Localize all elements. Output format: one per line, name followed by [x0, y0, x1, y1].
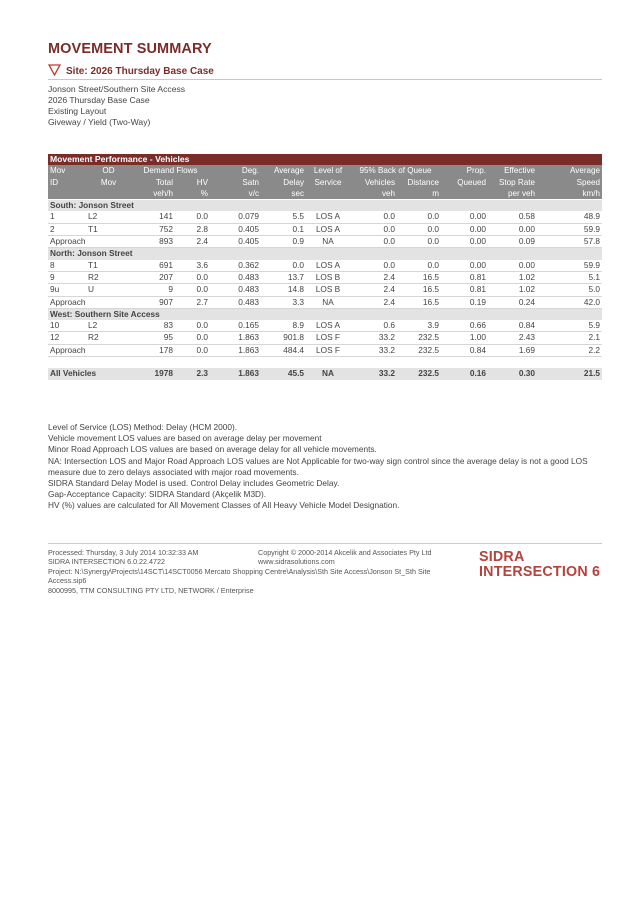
- sidra-logo: [479, 550, 600, 580]
- version-text: SIDRA INTERSECTION 6.0.22.4722: [48, 557, 166, 567]
- header-delay-2: Delay: [261, 177, 306, 188]
- table-cell: 33.2: [350, 344, 397, 356]
- table-cell: 752: [131, 223, 175, 235]
- table-cell: 1.02: [488, 284, 537, 296]
- table-cell: 0.30: [488, 368, 537, 379]
- table-cell: 2.7: [175, 296, 210, 308]
- table-cell: 33.2: [350, 332, 397, 344]
- table-cell: 0.00: [441, 236, 488, 248]
- header-deg: Deg.: [210, 165, 261, 176]
- table-cell: 9u: [48, 284, 86, 296]
- project-text: Project: N:\Synergy\Projects\14SCT\14SCT0056 Mercato Shopping Centre\Analysis\Sth Site Access\Jonson St_Sth Site Access.sip6: [48, 567, 431, 586]
- table-cell: 0.24: [488, 296, 537, 308]
- unit-eff: per veh: [488, 188, 537, 200]
- table-cell: 5.0: [537, 284, 602, 296]
- note-line: Vehicle movement LOS values are based on average delay per movement: [48, 433, 322, 444]
- triangle-icon: [48, 64, 61, 76]
- table-cell: T1: [86, 260, 131, 272]
- header-eff-2: Stop Rate: [488, 177, 537, 188]
- table-cell: 14.8: [261, 284, 306, 296]
- table-cell: 21.5: [537, 368, 602, 379]
- table-cell: 0.0: [175, 271, 210, 283]
- table-cell: 3.9: [397, 320, 441, 332]
- table-cell: 0.0: [175, 344, 210, 356]
- note-line: NA: Intersection LOS and Major Road Approach LOS values are Not Applicable for two-way sign control since the average delay is not a good LOS measure due to zero delays associated with major road movements.: [48, 455, 588, 477]
- table-cell: 2.4: [350, 296, 397, 308]
- table-cell: 2.1: [537, 332, 602, 344]
- info-line: Existing Layout: [48, 106, 107, 116]
- table-cell: 3.3: [261, 296, 306, 308]
- site-label: Site: 2026 Thursday Base Case: [66, 66, 214, 77]
- table-cell: 2.4: [350, 284, 397, 296]
- section-name: West: Southern Site Access: [48, 308, 602, 320]
- table-cell: 1.69: [488, 344, 537, 356]
- table-cell: 0.81: [441, 271, 488, 283]
- website-text: www.sidrasolutions.com: [258, 557, 335, 567]
- table-cell: 48.9: [537, 211, 602, 223]
- table-cell: 0.00: [441, 223, 488, 235]
- approach-row: [48, 296, 602, 308]
- table-cell: 2.4: [350, 271, 397, 283]
- approach-row: [48, 236, 602, 248]
- table-cell: 0.362: [210, 260, 261, 272]
- table-cell: 0.09: [488, 236, 537, 248]
- info-line: 2026 Thursday Base Case: [48, 95, 150, 105]
- table-cell: 13.7: [261, 271, 306, 283]
- table-cell: 33.2: [350, 368, 397, 379]
- approach-label: Approach: [48, 344, 131, 356]
- logo-line-1: SIDRA: [479, 549, 525, 565]
- table-cell: 0.0: [397, 236, 441, 248]
- table-cell: 0.079: [210, 211, 261, 223]
- table-cell: 0.1: [261, 223, 306, 235]
- table-cell: 0.0: [350, 260, 397, 272]
- header-deg-2: Satn: [210, 177, 261, 188]
- table-cell: 232.5: [397, 344, 441, 356]
- site-info: [48, 84, 185, 128]
- table-cell: 0.0: [175, 332, 210, 344]
- header-speed: Average: [537, 165, 602, 176]
- all-vehicles-row: [48, 368, 602, 379]
- table-cell: 0.00: [488, 260, 537, 272]
- table-cell: 0.0: [397, 260, 441, 272]
- table-cell: 0.00: [488, 223, 537, 235]
- table-cell: 9: [131, 284, 175, 296]
- table-cell: 2.8: [175, 223, 210, 235]
- table-cell: LOS F: [306, 332, 350, 344]
- table-cell: 16.5: [397, 284, 441, 296]
- table-cell: 1.863: [210, 332, 261, 344]
- header-mov-2: ID: [48, 177, 86, 188]
- table-cell: 907: [131, 296, 175, 308]
- header-distance: Distance: [397, 177, 441, 188]
- processed-text: Processed: Thursday, 3 July 2014 10:32:33 AM: [48, 548, 199, 557]
- table-row: [48, 271, 602, 283]
- table-cell: T1: [86, 223, 131, 235]
- table-cell: 141: [131, 211, 175, 223]
- table-cell: 0.0: [175, 284, 210, 296]
- table-cell: 232.5: [397, 332, 441, 344]
- table-cell: 2.2: [537, 344, 602, 356]
- note-line: Level of Service (LOS) Method: Delay (HCM 2000).: [48, 422, 238, 432]
- unit-dist: m: [397, 188, 441, 200]
- table-cell: 2: [48, 223, 86, 235]
- footer-processed: [48, 548, 253, 567]
- table-cell: NA: [306, 368, 350, 379]
- table-cell: 5.1: [537, 271, 602, 283]
- table-cell: 3.6: [175, 260, 210, 272]
- table-cell: 0.58: [488, 211, 537, 223]
- table-cell: 0.0: [350, 223, 397, 235]
- approach-label: Approach: [48, 236, 131, 248]
- unit-deg: v/c: [210, 188, 261, 200]
- header-back-of-queue: 95% Back of Queue: [350, 165, 441, 176]
- table-cell: 5.9: [537, 320, 602, 332]
- unit-total: veh/h: [131, 188, 175, 200]
- unit-delay: sec: [261, 188, 306, 200]
- copyright-text: Copyright © 2000-2014 Akcelik and Associates Pty Ltd: [258, 548, 432, 557]
- table-cell: 0.483: [210, 284, 261, 296]
- header-prop-2: Queued: [441, 177, 488, 188]
- table-cell: 0.483: [210, 271, 261, 283]
- table-cell: L2: [86, 211, 131, 223]
- table-cell: 0.483: [210, 296, 261, 308]
- header-eff: Effective: [488, 165, 537, 176]
- section-row: [48, 308, 602, 320]
- table-cell: L2: [86, 320, 131, 332]
- table-row: [48, 332, 602, 344]
- table-cell: 0.0: [261, 260, 306, 272]
- table-cell: 0.84: [488, 320, 537, 332]
- note-line: Gap-Acceptance Capacity: SIDRA Standard (Akçelik M3D).: [48, 489, 267, 500]
- logo-line-2: INTERSECTION 6: [479, 564, 601, 580]
- table-cell: 57.8: [537, 236, 602, 248]
- table-cell: 2.43: [488, 332, 537, 344]
- table-cell: 0.6: [350, 320, 397, 332]
- header-od-2: Mov: [86, 177, 131, 188]
- license-text: 8000995, TTM CONSULTING PTY LTD, NETWORK / Enterprise: [48, 585, 254, 595]
- table-cell: 893: [131, 236, 175, 248]
- table-cell: 59.9: [537, 223, 602, 235]
- table-cell: 0.165: [210, 320, 261, 332]
- table-cell: 16.5: [397, 271, 441, 283]
- table-cell: 1978: [131, 368, 175, 379]
- table-cell: 8: [48, 260, 86, 272]
- table-cell: 0.9: [261, 236, 306, 248]
- table-row: [48, 284, 602, 296]
- table-cell: 16.5: [397, 296, 441, 308]
- section-name: South: Jonson Street: [48, 200, 602, 212]
- table-row: [48, 211, 602, 223]
- header-hv: HV: [175, 177, 210, 188]
- table-cell: 0.0: [397, 223, 441, 235]
- table-cell: LOS B: [306, 284, 350, 296]
- all-vehicles-label: All Vehicles: [48, 368, 131, 379]
- header-mov: Mov: [48, 165, 86, 176]
- table-body: [48, 200, 602, 380]
- table-cell: 5.5: [261, 211, 306, 223]
- table-cell: 9: [48, 271, 86, 283]
- table-cell: 0.16: [441, 368, 488, 379]
- table-cell: 8.9: [261, 320, 306, 332]
- approach-row: [48, 344, 602, 356]
- table-cell: 12: [48, 332, 86, 344]
- site-header: [48, 62, 602, 80]
- table-cell: 45.5: [261, 368, 306, 379]
- table-cell: R2: [86, 332, 131, 344]
- table-cell: 42.0: [537, 296, 602, 308]
- header-speed-2: Speed: [537, 177, 602, 188]
- table-cell: R2: [86, 271, 131, 283]
- info-line: Giveway / Yield (Two-Way): [48, 117, 151, 127]
- page-title: MOVEMENT SUMMARY: [48, 41, 212, 57]
- table-cell: 1.863: [210, 344, 261, 356]
- footer-divider: [48, 543, 602, 544]
- table-cell: 1: [48, 211, 86, 223]
- header-total: Total: [131, 177, 175, 188]
- table-cell: 2.3: [175, 368, 210, 379]
- table-cell: LOS A: [306, 223, 350, 235]
- table-cell: 0.81: [441, 284, 488, 296]
- table-cell: 901.8: [261, 332, 306, 344]
- table-cell: NA: [306, 296, 350, 308]
- table-cell: 1.02: [488, 271, 537, 283]
- table-cell: LOS F: [306, 344, 350, 356]
- approach-label: Approach: [48, 296, 131, 308]
- table-cell: 0.19: [441, 296, 488, 308]
- unit-speed: km/h: [537, 188, 602, 200]
- table-cell: U: [86, 284, 131, 296]
- table-cell: NA: [306, 236, 350, 248]
- unit-hv: %: [175, 188, 210, 200]
- table-cell: 0.0: [397, 211, 441, 223]
- table-cell: 0.405: [210, 223, 261, 235]
- table-cell: LOS B: [306, 271, 350, 283]
- header-vehicles: Vehicles: [350, 177, 397, 188]
- table-cell: 0.84: [441, 344, 488, 356]
- table-cell: 232.5: [397, 368, 441, 379]
- table-cell: LOS A: [306, 320, 350, 332]
- table-cell: 0.66: [441, 320, 488, 332]
- table-cell: 178: [131, 344, 175, 356]
- table-cell: 1.863: [210, 368, 261, 379]
- header-delay: Average: [261, 165, 306, 176]
- note-line: SIDRA Standard Delay Model is used. Control Delay includes Geometric Delay.: [48, 478, 340, 489]
- table-cell: 207: [131, 271, 175, 283]
- note-line: HV (%) values are calculated for All Movement Classes of All Heavy Vehicle Model Designation.: [48, 500, 400, 511]
- info-line: Jonson Street/Southern Site Access: [48, 84, 186, 94]
- header-demand-flows: Demand Flows: [131, 165, 210, 176]
- table-cell: LOS A: [306, 260, 350, 272]
- table-row: [48, 223, 602, 235]
- notes: [48, 422, 604, 512]
- table-cell: 0.00: [441, 260, 488, 272]
- section-name: North: Jonson Street: [48, 248, 602, 260]
- unit-veh: veh: [350, 188, 397, 200]
- movement-performance-table: [48, 154, 602, 380]
- header-prop: Prop.: [441, 165, 488, 176]
- note-line: Minor Road Approach LOS values are based on average delay for all vehicle movements.: [48, 444, 377, 455]
- table-cell: 1.00: [441, 332, 488, 344]
- footer-copyright: [258, 548, 478, 567]
- table-cell: 484.4: [261, 344, 306, 356]
- table-cell: 0.0: [175, 211, 210, 223]
- table-cell: 2.4: [175, 236, 210, 248]
- table-cell: LOS A: [306, 211, 350, 223]
- table-cell: 59.9: [537, 260, 602, 272]
- header-los-2: Service: [306, 177, 350, 188]
- table-cell: 83: [131, 320, 175, 332]
- table-cell: 10: [48, 320, 86, 332]
- header-los: Level of: [306, 165, 350, 176]
- table-row: [48, 320, 602, 332]
- table-cell: 0.0: [175, 320, 210, 332]
- table-title: Movement Performance - Vehicles: [48, 154, 602, 165]
- table-cell: 691: [131, 260, 175, 272]
- table-cell: 0.0: [350, 211, 397, 223]
- table-cell: 0.0: [350, 236, 397, 248]
- table-cell: 95: [131, 332, 175, 344]
- table-cell: 0.405: [210, 236, 261, 248]
- table-row: [48, 260, 602, 272]
- section-row: [48, 200, 602, 212]
- section-row: [48, 248, 602, 260]
- footer-project: [48, 567, 443, 595]
- table-cell: 0.00: [441, 211, 488, 223]
- header-od: OD: [86, 165, 131, 176]
